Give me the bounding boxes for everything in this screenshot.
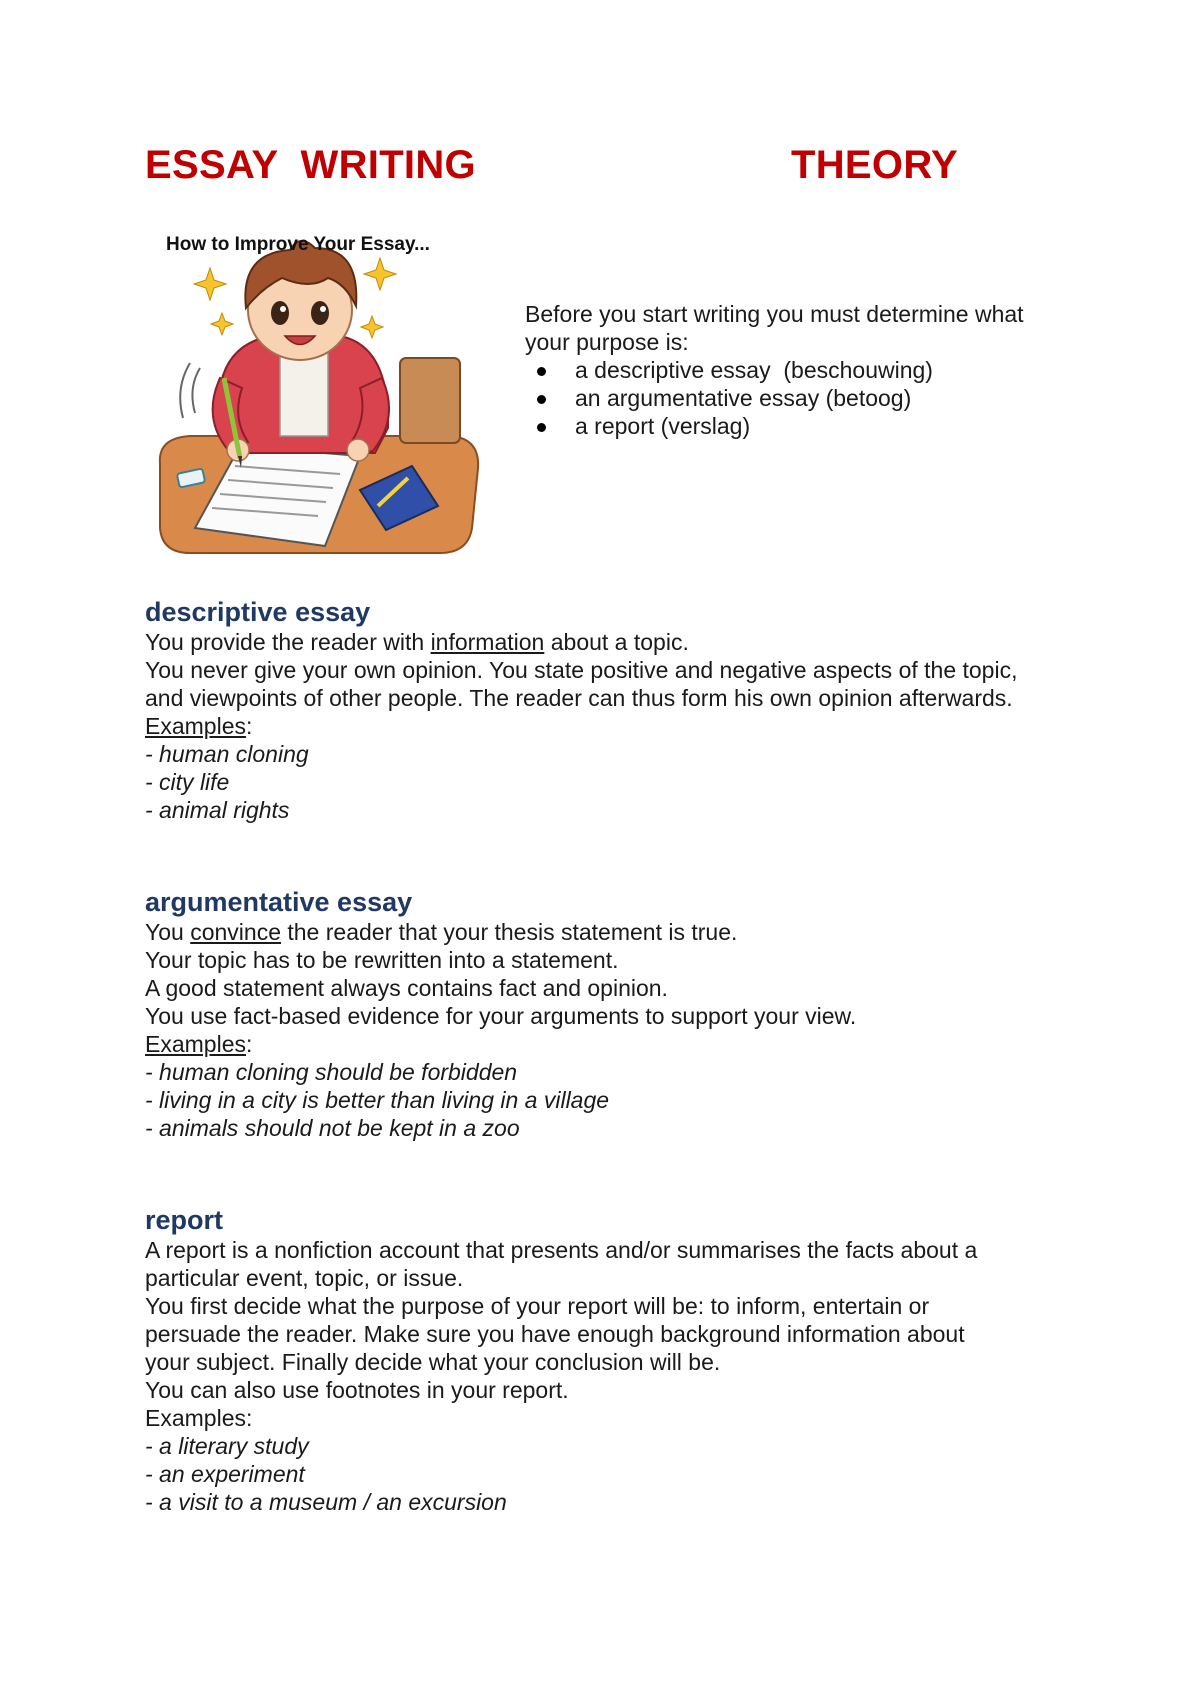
section-heading: argumentative essay [145,887,413,917]
bullet-icon [537,395,546,404]
example-item: - living in a city is better than living in a village [145,1087,610,1113]
paragraph-line: A good statement always contains fact and opinion. [145,975,668,1001]
underlined-term: information [430,629,545,655]
underlined-term: convince [190,919,281,945]
paragraph-line: persuade the reader. Make sure you have enough background information about [145,1321,965,1347]
bullet-icon [537,367,546,376]
section-heading: descriptive essay [145,597,371,627]
paragraph-line: You can also use footnotes in your report. [145,1377,569,1403]
paragraph-line: You first decide what the purpose of your report will be: to inform, entertain or [145,1293,930,1319]
section-argumentative-essay [145,886,1085,1142]
text-span: the reader that your thesis statement is true. [280,919,738,945]
text-span: about a topic. [544,629,689,655]
list-item [525,412,1085,440]
title-essay-writing: ESSAY WRITING [145,143,476,187]
example-item: - a literary study [145,1433,309,1459]
example-item: - animals should not be kept in a zoo [145,1115,520,1141]
bullet-icon [537,423,546,432]
intro-block [525,300,1085,440]
purpose-list [525,356,1085,440]
text-span: You [145,919,191,945]
example-item: - human cloning should be forbidden [145,1059,518,1085]
text-span: : [245,713,253,739]
paragraph-line: You use fact-based evidence for your arguments to support your view. [145,1003,857,1029]
text-span: : [245,1031,253,1057]
list-item [525,384,1085,412]
paragraph-line: Your topic has to be rewritten into a statement. [145,947,619,973]
section-report [145,1204,1085,1516]
example-item: - an experiment [145,1461,305,1487]
section-heading: report [145,1205,224,1235]
illustration-caption: How to Improve Your Essay... [166,234,430,255]
examples-label: Examples [145,713,246,739]
title-theory: THEORY [791,143,958,187]
list-item [525,356,1085,384]
paragraph-line [145,628,1085,656]
paragraph-line: particular event, topic, or issue. [145,1265,464,1291]
intro-text-line2: your purpose is: [525,329,689,355]
examples-label: Examples [145,1031,246,1057]
examples-label: Examples: [145,1405,253,1431]
paragraph-line: your subject. Finally decide what your conclusion will be. [145,1349,721,1375]
example-item: - human cloning [145,741,309,767]
examples-label-line [145,712,1085,740]
example-item: - animal rights [145,797,290,823]
example-item: - a visit to a museum / an excursion [145,1489,507,1515]
student-writing-illustration [150,228,490,558]
section-descriptive-essay [145,596,1085,824]
example-item: - city life [145,769,230,795]
paragraph-line: You never give your own opinion. You state positive and negative aspects of the topic, [145,657,1018,683]
intro-text-line1: Before you start writing you must determine what [525,301,1024,327]
list-item-text: a descriptive essay (beschouwing) [575,357,933,383]
paragraph-line: A report is a nonfiction account that presents and/or summarises the facts about a [145,1237,978,1263]
paragraph-line: and viewpoints of other people. The reader can thus form his own opinion afterwards. [145,685,1013,711]
list-item-text: a report (verslag) [575,413,751,439]
list-item-text: an argumentative essay (betoog) [575,385,912,411]
examples-label-line [145,1030,1085,1058]
paragraph-line [145,918,1085,946]
text-span: You provide the reader with [145,629,431,655]
